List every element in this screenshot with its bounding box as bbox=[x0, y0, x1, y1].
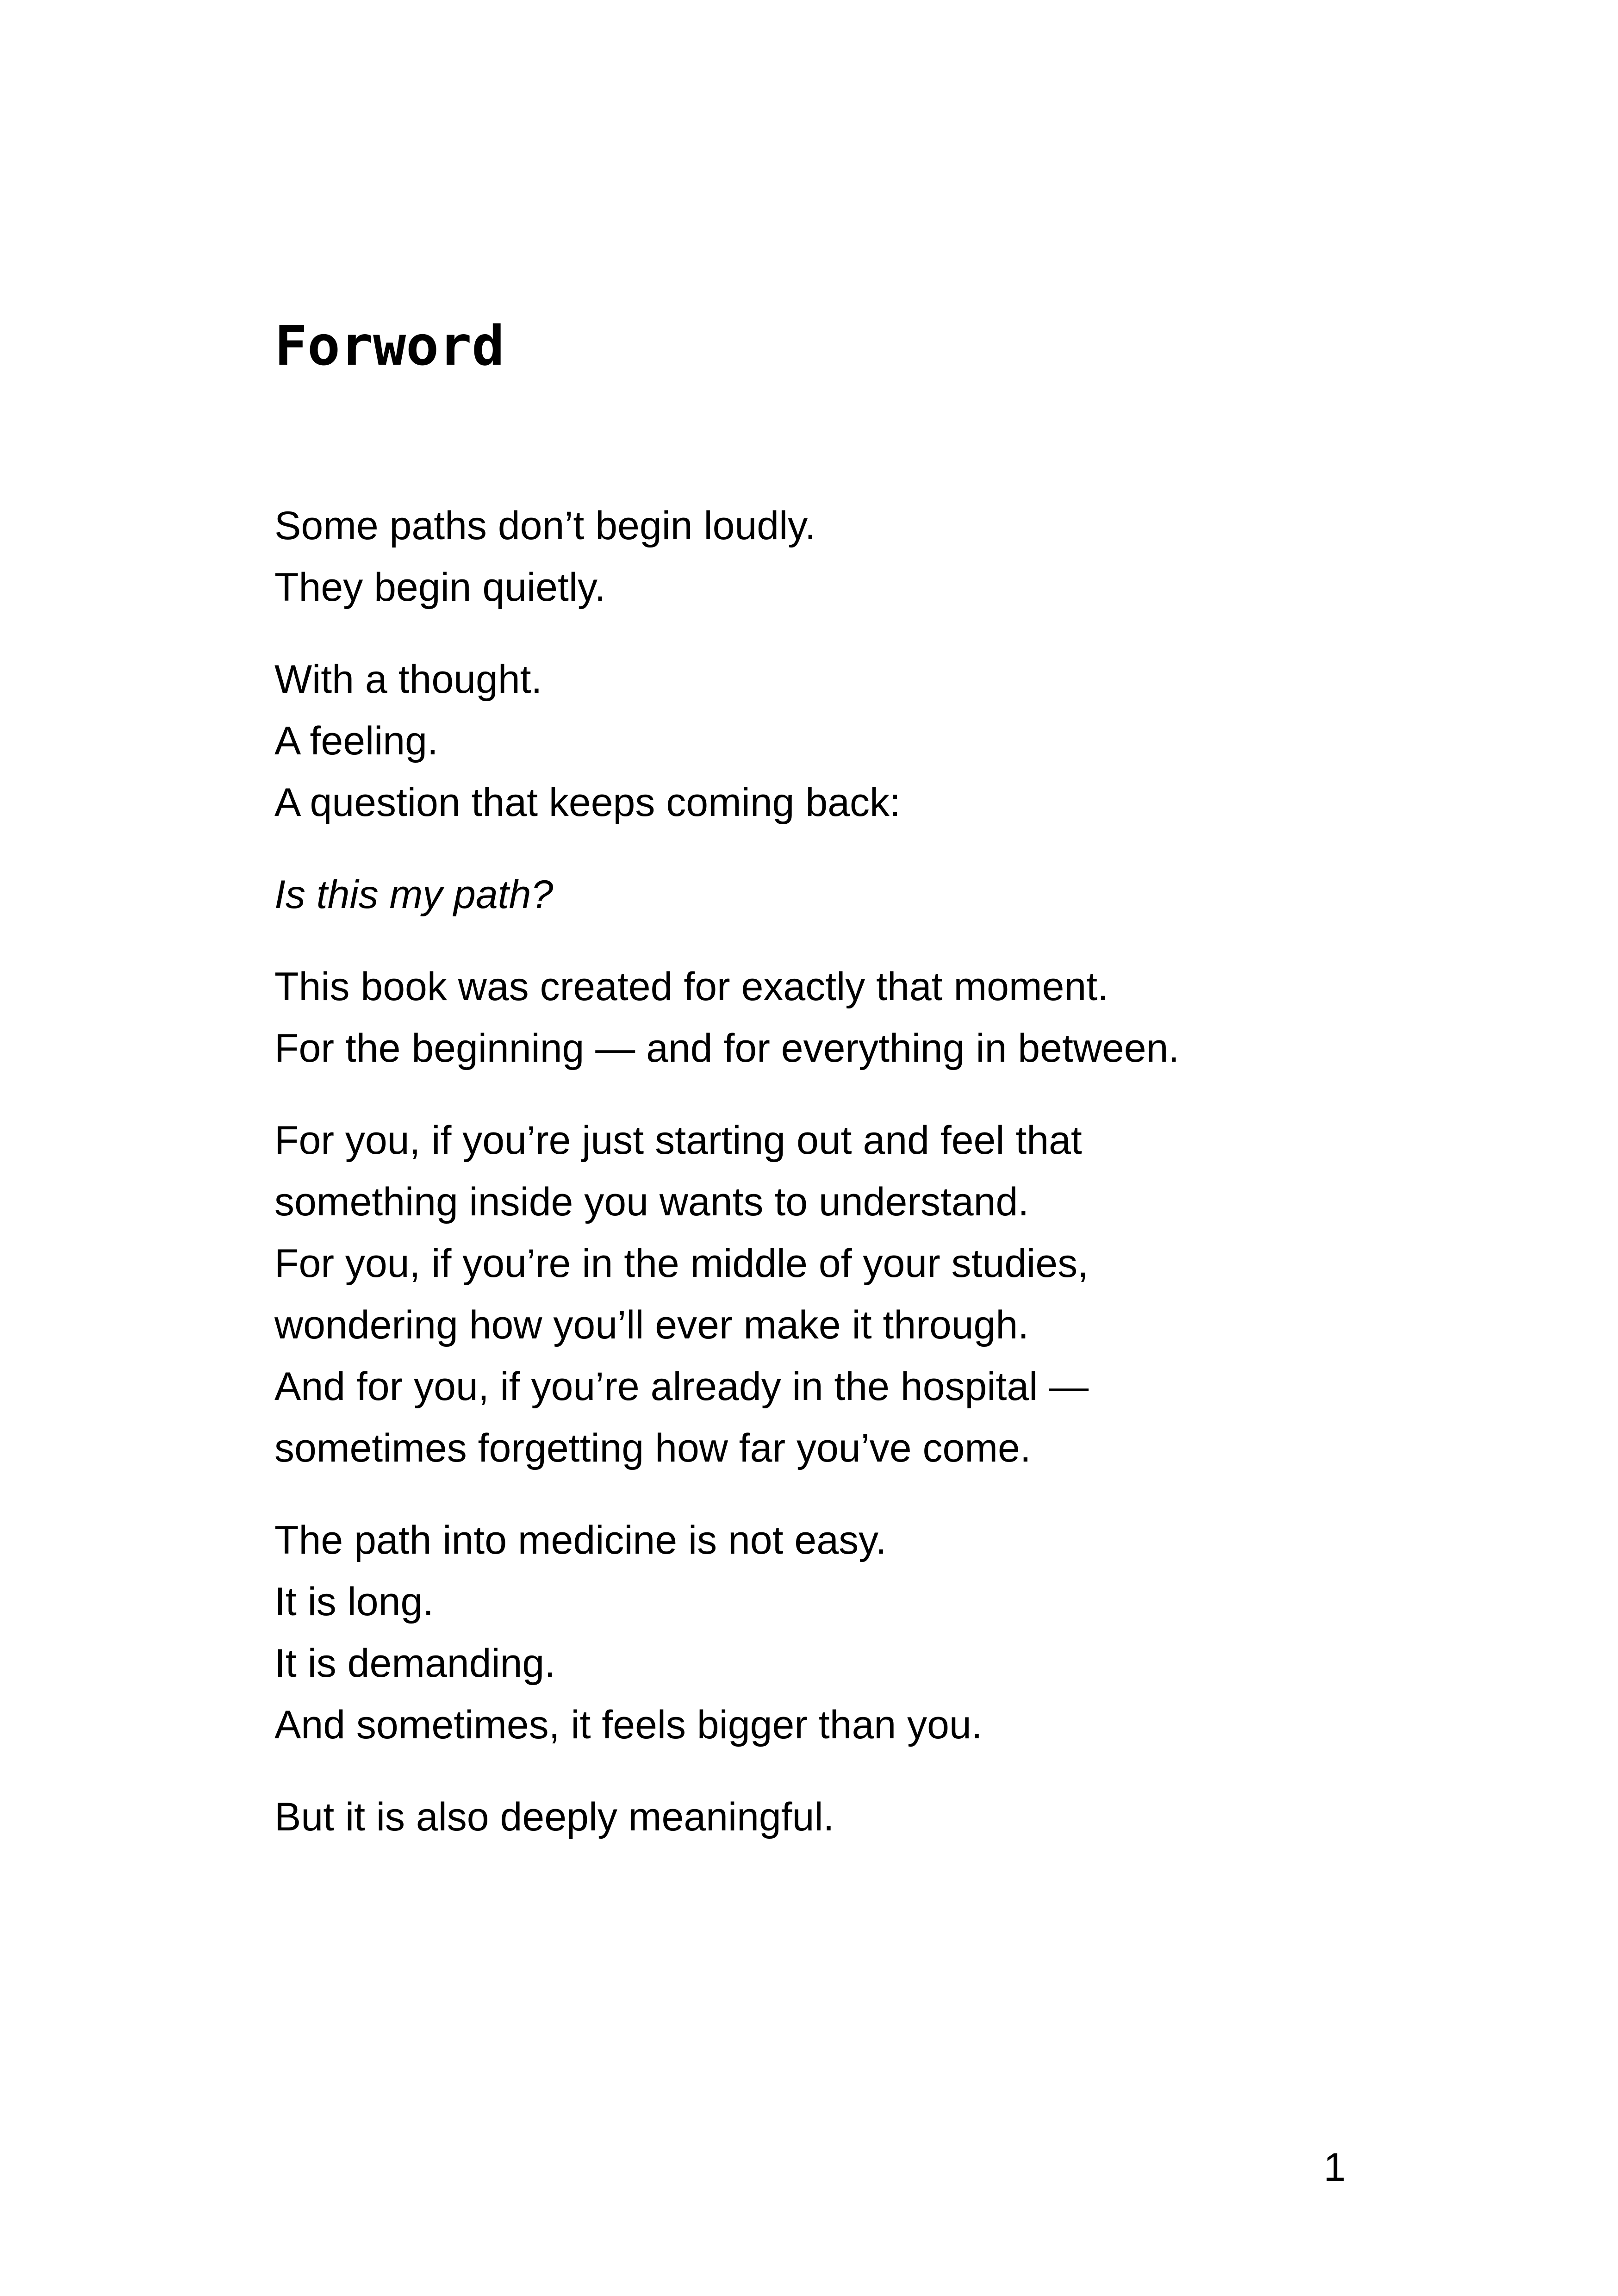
text-line: wondering how you’ll ever make it through. bbox=[274, 1303, 1029, 1347]
paragraph-6 bbox=[274, 1510, 1431, 1756]
paragraph-5 bbox=[274, 1110, 1431, 1479]
text-line: With a thought. bbox=[274, 657, 542, 702]
text-line: something inside you wants to understand. bbox=[274, 1180, 1029, 1224]
text-line: For the beginning — and for everything in between. bbox=[274, 1026, 1180, 1070]
paragraph-2 bbox=[274, 649, 1431, 834]
text-line: A feeling. bbox=[274, 719, 438, 763]
page-number: 1 bbox=[1324, 2145, 1346, 2190]
text-line: It is long. bbox=[274, 1580, 434, 1624]
paragraph-4 bbox=[274, 956, 1431, 1079]
foreword-body bbox=[274, 495, 1431, 1879]
text-line: For you, if you’re in the middle of your studies, bbox=[274, 1241, 1089, 1286]
text-line: And for you, if you’re already in the hospital — bbox=[274, 1364, 1089, 1409]
text-line: They begin quietly. bbox=[274, 565, 606, 610]
text-line: It is demanding. bbox=[274, 1641, 556, 1686]
text-line: For you, if you’re just starting out and feel that bbox=[274, 1118, 1082, 1163]
paragraph-3-question bbox=[274, 864, 1431, 926]
text-line: A question that keeps coming back: bbox=[274, 780, 901, 825]
paragraph-1 bbox=[274, 495, 1431, 618]
text-line: This book was created for exactly that moment. bbox=[274, 964, 1109, 1009]
page-title: Forword bbox=[274, 314, 505, 378]
text-line: Is this my path? bbox=[274, 872, 554, 917]
text-line: The path into medicine is not easy. bbox=[274, 1518, 887, 1562]
paragraph-7 bbox=[274, 1786, 1431, 1848]
text-line: And sometimes, it feels bigger than you. bbox=[274, 1703, 983, 1747]
text-line: But it is also deeply meaningful. bbox=[274, 1795, 834, 1839]
text-line: Some paths don’t begin loudly. bbox=[274, 504, 816, 548]
text-line: sometimes forgetting how far you’ve come. bbox=[274, 1426, 1031, 1470]
